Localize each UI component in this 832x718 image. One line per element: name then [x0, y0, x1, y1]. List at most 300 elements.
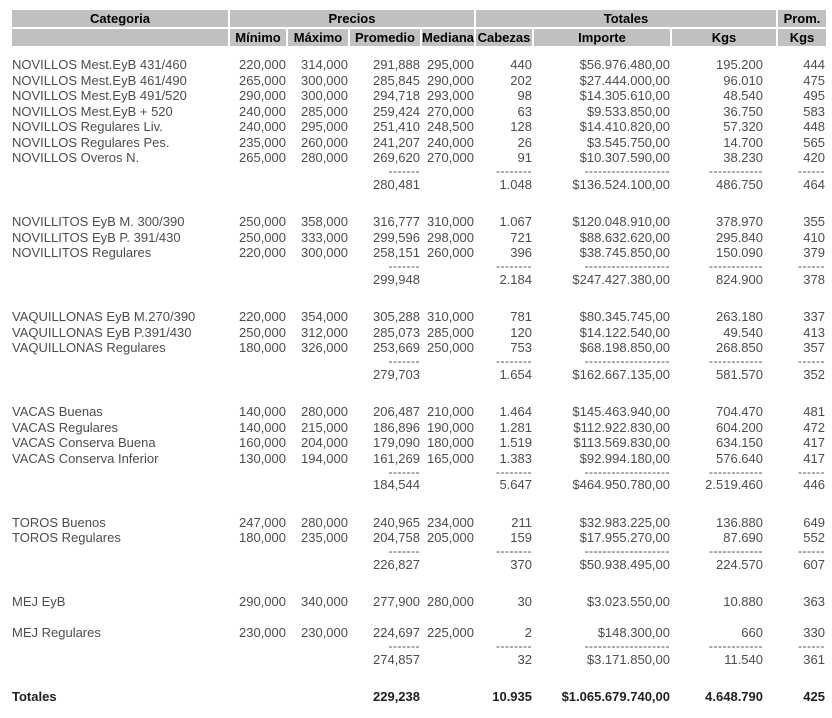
cabezas-cell: 202 — [510, 72, 532, 88]
categoria-cell: NOVILLOS Regulares Pes. — [12, 134, 170, 150]
spacer-row — [12, 610, 830, 626]
minimo-cell: 240,000 — [239, 119, 286, 134]
prom-kgs-cell: 363 — [803, 594, 825, 609]
cabezas-cell: 26 — [517, 134, 532, 150]
promedio-cell: ------- — [388, 259, 420, 273]
importe-cell: $38.745.850,00 — [579, 245, 670, 260]
kgs-cell: 576.640 — [716, 450, 763, 466]
prom-kgs-cell: 357 — [803, 340, 825, 355]
categoria-cell: NOVILLOS Regulares Liv. — [12, 119, 163, 134]
minimo-cell: 140,000 — [239, 404, 286, 419]
categoria-cell: MEJ Regulares — [12, 625, 101, 640]
prom-kgs-cell: 420 — [803, 150, 825, 165]
prom-kgs-cell: 337 — [803, 309, 825, 324]
importe-cell: $88.632.620,00 — [579, 229, 670, 245]
table-row — [12, 57, 830, 73]
promedio-cell: ------- — [388, 639, 420, 653]
promedio-cell: 274,857 — [373, 651, 420, 667]
kgs-cell: 195.200 — [716, 57, 763, 72]
cabezas-cell: 98 — [517, 88, 532, 103]
minimo-cell: 250,000 — [239, 229, 286, 245]
cabezas-cell: 1.519 — [499, 435, 532, 450]
promedio-cell: 269,620 — [373, 150, 420, 165]
importe-cell: $136.524.100,00 — [572, 176, 670, 192]
cabezas-cell: 159 — [510, 530, 532, 545]
importe-cell: $56.976.480,00 — [579, 57, 670, 72]
categoria-cell: Totales — [12, 689, 57, 704]
subtotal-row — [12, 557, 830, 573]
prom-kgs-cell: 417 — [803, 435, 825, 450]
prom-kgs-cell: 446 — [803, 477, 825, 492]
maximo-cell: 326,000 — [301, 340, 348, 355]
prom-kgs-cell: 410 — [803, 229, 825, 245]
minimo-cell: 290,000 — [239, 594, 286, 609]
promedio-cell: ------- — [388, 164, 420, 178]
header-maximo: Máximo — [288, 29, 348, 46]
minimo-cell: 140,000 — [239, 419, 286, 435]
prom-kgs-cell: 472 — [803, 419, 825, 435]
promedio-cell: 280,481 — [373, 176, 420, 192]
promedio-cell: 277,900 — [373, 594, 420, 609]
cabezas-cell: 781 — [510, 309, 532, 324]
separator-row — [12, 356, 830, 367]
cabezas-cell: -------- — [496, 259, 532, 273]
kgs-cell: 4.648.790 — [705, 689, 763, 704]
maximo-cell: 260,000 — [301, 134, 348, 150]
cabezas-cell: -------- — [496, 639, 532, 653]
categoria-cell: NOVILLITOS EyB M. 300/390 — [12, 214, 185, 229]
mediana-cell: 285,000 — [427, 324, 474, 340]
promedio-cell: 240,965 — [373, 514, 420, 530]
minimo-cell: 220,000 — [239, 309, 286, 324]
kgs-cell: 11.540 — [724, 651, 763, 667]
minimo-cell: 130,000 — [239, 450, 286, 466]
minimo-cell: 220,000 — [239, 57, 286, 72]
importe-cell: $50.938.495,00 — [579, 556, 670, 572]
cabezas-cell: -------- — [496, 164, 532, 178]
minimo-cell: 180,000 — [239, 340, 286, 355]
prom-kgs-cell: 352 — [803, 366, 825, 382]
minimo-cell: 230,000 — [239, 625, 286, 640]
categoria-cell: NOVILLOS Mest.EyB 491/520 — [12, 88, 187, 103]
table-row — [12, 135, 830, 151]
maximo-cell: 312,000 — [301, 324, 348, 340]
kgs-cell: 48.540 — [723, 88, 763, 103]
promedio-cell: 291,888 — [373, 57, 420, 72]
cabezas-cell: 440 — [510, 57, 532, 72]
promedio-cell: 279,703 — [373, 366, 420, 382]
kgs-cell: 268.850 — [716, 340, 763, 355]
mediana-cell: 165,000 — [427, 450, 474, 466]
table-row — [12, 230, 830, 246]
promedio-cell: 285,845 — [373, 72, 420, 88]
importe-cell: $464.950.780,00 — [572, 477, 670, 492]
table-row — [12, 88, 830, 104]
mediana-cell: 225,000 — [427, 625, 474, 640]
promedio-cell: 294,718 — [373, 88, 420, 103]
cabezas-cell: 10.935 — [492, 689, 532, 704]
table-row — [12, 73, 830, 89]
cabezas-cell: 370 — [510, 556, 532, 572]
mediana-cell: 295,000 — [427, 57, 474, 72]
importe-cell: ------------------- — [584, 259, 670, 273]
table-row — [12, 404, 830, 420]
header-categoria: Categoria — [12, 10, 228, 27]
mediana-cell: 280,000 — [427, 594, 474, 609]
prom-kgs-cell: ------ — [798, 354, 825, 368]
categoria-cell: NOVILLOS Overos N. — [12, 150, 140, 165]
maximo-cell: 230,000 — [301, 625, 348, 640]
minimo-cell: 250,000 — [239, 324, 286, 340]
minimo-cell: 160,000 — [239, 435, 286, 450]
spacer-row — [12, 192, 830, 214]
importe-cell: ------------------- — [584, 164, 670, 178]
kgs-cell: ------------ — [709, 464, 763, 479]
cabezas-cell: 1.281 — [499, 419, 532, 435]
mediana-cell: 298,000 — [427, 229, 474, 245]
maximo-cell: 235,000 — [301, 530, 348, 545]
mediana-cell: 270,000 — [427, 150, 474, 165]
prom-kgs-cell: 607 — [803, 556, 825, 572]
promedio-cell: 224,697 — [373, 625, 420, 640]
prom-kgs-cell: 552 — [803, 530, 825, 545]
promedio-cell: 285,073 — [373, 324, 420, 340]
kgs-cell: 604.200 — [716, 419, 763, 435]
maximo-cell: 194,000 — [301, 450, 348, 466]
cabezas-cell: 2.184 — [499, 271, 532, 287]
cabezas-cell: 120 — [510, 324, 532, 340]
prom-kgs-cell: 413 — [803, 324, 825, 340]
prom-kgs-cell: 475 — [803, 72, 825, 88]
table-row — [12, 515, 830, 531]
prom-kgs-cell: 495 — [803, 88, 825, 103]
kgs-cell: 660 — [741, 625, 763, 640]
maximo-cell: 280,000 — [301, 404, 348, 419]
promedio-cell: 305,288 — [373, 309, 420, 324]
table-row — [12, 119, 830, 135]
header-prom-kgs: Kgs — [778, 29, 826, 46]
prom-kgs-cell: 379 — [803, 245, 825, 260]
mediana-cell: 234,000 — [427, 514, 474, 530]
mediana-cell: 250,000 — [427, 340, 474, 355]
kgs-cell: ------------ — [709, 164, 763, 178]
mediana-cell: 180,000 — [427, 435, 474, 450]
kgs-cell: 49.540 — [723, 324, 763, 340]
cabezas-cell: 1.048 — [499, 176, 532, 192]
cabezas-cell: -------- — [496, 544, 532, 558]
cabezas-cell: 63 — [517, 103, 532, 119]
maximo-cell: 280,000 — [301, 150, 348, 165]
importe-cell: $3.023.550,00 — [586, 594, 670, 609]
cabezas-cell: 128 — [510, 119, 532, 134]
cabezas-cell: -------- — [496, 354, 532, 368]
importe-cell: $162.667.135,00 — [572, 366, 670, 382]
spacer-row — [12, 572, 830, 594]
promedio-cell: 299,596 — [373, 229, 420, 245]
categoria-cell: NOVILLOS Mest.EyB 431/460 — [12, 57, 187, 72]
kgs-cell: ------------ — [709, 639, 763, 653]
prom-kgs-cell: 481 — [803, 404, 825, 419]
kgs-cell: 295.840 — [716, 229, 763, 245]
minimo-cell: 250,000 — [239, 214, 286, 229]
cabezas-cell: 1.464 — [499, 404, 532, 419]
separator-row — [12, 641, 830, 652]
minimo-cell: 220,000 — [239, 245, 286, 260]
importe-cell: $92.994.180,00 — [579, 450, 670, 466]
separator-row — [12, 546, 830, 557]
header-precios-group: Precios — [230, 10, 474, 27]
promedio-cell: 251,410 — [373, 119, 420, 134]
importe-cell: $14.122.540,00 — [579, 324, 670, 340]
maximo-cell: 300,000 — [301, 88, 348, 103]
maximo-cell: 314,000 — [301, 57, 348, 72]
header-cabezas: Cabezas — [477, 30, 531, 45]
maximo-cell: 354,000 — [301, 309, 348, 324]
kgs-cell: 2.519.460 — [705, 477, 763, 492]
spacer-row — [12, 382, 830, 404]
maximo-cell: 204,000 — [301, 435, 348, 450]
promedio-cell: 241,207 — [373, 134, 420, 150]
categoria-cell: NOVILLITOS EyB P. 391/430 — [12, 229, 181, 245]
table-row — [12, 150, 830, 166]
categoria-cell: VAQUILLONAS Regulares — [12, 340, 166, 355]
maximo-cell: 295,000 — [301, 119, 348, 134]
subtotal-row — [12, 177, 830, 193]
categoria-cell: TOROS Buenos — [12, 514, 106, 530]
importe-cell: ------------------- — [584, 639, 670, 653]
mediana-cell: 240,000 — [427, 134, 474, 150]
subtotal-row — [12, 652, 830, 668]
header-categoria-blank — [12, 29, 228, 46]
table-row — [12, 325, 830, 341]
categoria-cell: VACAS Regulares — [12, 419, 118, 435]
table-row — [12, 420, 830, 436]
mediana-cell: 310,000 — [427, 309, 474, 324]
minimo-cell: 265,000 — [239, 150, 286, 165]
table-row — [12, 340, 830, 356]
prom-kgs-cell: 378 — [803, 271, 825, 287]
prom-kgs-cell: 417 — [803, 450, 825, 466]
promedio-cell: ------- — [388, 544, 420, 558]
promedio-cell: 258,151 — [373, 245, 420, 260]
kgs-cell: ------------ — [709, 544, 763, 558]
cabezas-cell: 721 — [510, 229, 532, 245]
minimo-cell: 180,000 — [239, 530, 286, 545]
kgs-cell: 36.750 — [723, 103, 763, 119]
subtotal-row — [12, 477, 830, 493]
categoria-cell: NOVILLOS Mest.EyB + 520 — [12, 103, 173, 119]
prom-kgs-cell: 361 — [803, 651, 825, 667]
minimo-cell: 265,000 — [239, 72, 286, 88]
promedio-cell: 299,948 — [373, 271, 420, 287]
prom-kgs-cell: 330 — [803, 625, 825, 640]
prom-kgs-cell: ------ — [798, 259, 825, 273]
prom-kgs-cell: 464 — [803, 176, 825, 192]
cabezas-cell: 2 — [524, 625, 532, 640]
kgs-cell: 87.690 — [723, 530, 763, 545]
kgs-cell: 14.700 — [723, 134, 763, 150]
promedio-cell: 161,269 — [373, 450, 420, 466]
maximo-cell: 285,000 — [301, 103, 348, 119]
promedio-cell: 316,777 — [373, 214, 420, 229]
prom-kgs-cell: ------ — [798, 639, 825, 653]
importe-cell: $9.533.850,00 — [586, 103, 670, 119]
categoria-cell: VAQUILLONAS EyB M.270/390 — [12, 309, 196, 324]
header-promedio: Promedio — [350, 29, 420, 46]
importe-cell: $68.198.850,00 — [579, 340, 670, 355]
kgs-cell: 224.570 — [716, 556, 763, 572]
promedio-cell: 186,896 — [373, 419, 420, 435]
cabezas-cell: 211 — [511, 514, 532, 530]
mediana-cell: 248,500 — [427, 119, 474, 134]
header-columns-row — [12, 29, 830, 46]
importe-cell: $27.444.000,00 — [579, 72, 670, 88]
table-row — [12, 245, 830, 261]
kgs-cell: 57.320 — [723, 119, 763, 134]
table-row — [12, 435, 830, 451]
maximo-cell: 280,000 — [301, 514, 348, 530]
kgs-cell: 96.010 — [723, 72, 763, 88]
kgs-cell: 38.230 — [723, 150, 763, 165]
cabezas-cell: 753 — [510, 340, 532, 355]
cabezas-cell: 1.654 — [499, 366, 532, 382]
kgs-cell: 263.180 — [716, 309, 763, 324]
prom-kgs-cell: 444 — [803, 57, 825, 72]
header-prom-group: Prom. — [778, 10, 826, 27]
mediana-cell: 190,000 — [427, 419, 474, 435]
promedio-cell: 206,487 — [373, 404, 420, 419]
spacer-row — [12, 667, 830, 689]
cabezas-cell: 1.067 — [499, 214, 532, 229]
kgs-cell: ------------ — [709, 259, 763, 273]
categoria-cell: TOROS Regulares — [12, 530, 121, 545]
kgs-cell: 486.750 — [716, 176, 763, 192]
minimo-cell: 290,000 — [239, 88, 286, 103]
separator-row — [12, 466, 830, 477]
cabezas-cell: 1.383 — [499, 450, 532, 466]
importe-cell: $112.922.830,00 — [573, 419, 670, 435]
importe-cell: $1.065.679.740,00 — [561, 689, 670, 704]
subtotal-row — [12, 272, 830, 288]
importe-cell: $17.955.270,00 — [579, 530, 670, 545]
kgs-cell: 704.470 — [716, 404, 763, 419]
maximo-cell: 300,000 — [301, 72, 348, 88]
kgs-cell: 150.090 — [716, 245, 763, 260]
header-totales-group: Totales — [476, 10, 776, 27]
prom-kgs-cell: 565 — [803, 134, 825, 150]
table-row — [12, 104, 830, 120]
mediana-cell: 310,000 — [427, 214, 474, 229]
mediana-cell: 260,000 — [427, 245, 474, 260]
importe-cell: $148.300,00 — [597, 625, 670, 640]
kgs-cell: 581.570 — [716, 366, 763, 382]
importe-cell: $80.345.745,00 — [579, 309, 670, 324]
kgs-cell: 634.150 — [716, 435, 763, 450]
importe-cell: $145.463.940,00 — [572, 404, 670, 419]
maximo-cell: 333,000 — [301, 229, 348, 245]
minimo-cell: 240,000 — [239, 103, 286, 119]
categoria-cell: VACAS Buenas — [12, 404, 103, 419]
importe-cell: $247.427.380,00 — [572, 271, 670, 287]
table-row — [12, 530, 830, 546]
mediana-cell: 270,000 — [427, 103, 474, 119]
categoria-cell: NOVILLOS Mest.EyB 461/490 — [12, 72, 187, 88]
importe-cell: $32.983.225,00 — [579, 514, 670, 530]
categoria-cell: MEJ EyB — [12, 594, 66, 609]
table-row — [12, 451, 830, 467]
categoria-cell: VACAS Conserva Inferior — [12, 450, 159, 466]
cabezas-cell: 91 — [517, 150, 532, 165]
kgs-cell: 824.900 — [716, 271, 763, 287]
prom-kgs-cell: 448 — [803, 119, 825, 134]
cabezas-cell: 5.647 — [499, 477, 532, 492]
importe-cell: ------------------- — [584, 464, 670, 479]
promedio-cell: 253,669 — [373, 340, 420, 355]
promedio-cell: 259,424 — [373, 103, 420, 119]
promedio-cell: 229,238 — [373, 689, 420, 704]
header-mediana: Mediana — [422, 30, 474, 45]
importe-cell: $3.545.750,00 — [586, 134, 670, 150]
cabezas-cell: -------- — [496, 464, 532, 479]
importe-cell: ------------------- — [584, 354, 670, 368]
spacer-row — [12, 493, 830, 515]
header-group-row — [12, 10, 830, 27]
table-row — [12, 625, 830, 641]
prom-kgs-cell: ------ — [798, 164, 825, 178]
header-minimo: Mínimo — [230, 29, 286, 46]
importe-cell: $120.048.910,00 — [572, 214, 670, 229]
promedio-cell: ------- — [388, 354, 420, 368]
maximo-cell: 215,000 — [301, 419, 348, 435]
prom-kgs-cell: 583 — [803, 103, 825, 119]
importe-cell: $113.569.830,00 — [573, 435, 670, 450]
importe-cell: $14.410.820,00 — [579, 119, 670, 134]
categoria-cell: NOVILLITOS Regulares — [12, 245, 152, 260]
maximo-cell: 340,000 — [301, 594, 348, 609]
table-row — [12, 594, 830, 610]
promedio-cell: 204,758 — [373, 530, 420, 545]
mediana-cell: 205,000 — [427, 530, 474, 545]
spacer-row — [12, 287, 830, 309]
prom-kgs-cell: 425 — [803, 689, 825, 704]
promedio-cell: 184,544 — [373, 477, 420, 492]
cabezas-cell: 30 — [517, 594, 532, 609]
promedio-cell: 226,827 — [373, 556, 420, 572]
kgs-cell: ------------ — [709, 354, 763, 368]
categoria-cell: VAQUILLONAS EyB P.391/430 — [12, 324, 192, 340]
prom-kgs-cell: 355 — [803, 214, 825, 229]
mediana-cell: 293,000 — [427, 88, 474, 103]
table-row — [12, 309, 830, 325]
prom-kgs-cell: ------ — [798, 544, 825, 558]
categoria-cell: VACAS Conserva Buena — [12, 435, 156, 450]
mediana-cell: 210,000 — [427, 404, 474, 419]
prom-kgs-cell: 649 — [803, 514, 825, 530]
cabezas-cell: 32 — [517, 651, 532, 667]
kgs-cell: 136.880 — [716, 514, 763, 530]
minimo-cell: 235,000 — [239, 134, 286, 150]
separator-row — [12, 166, 830, 177]
separator-row — [12, 261, 830, 272]
cabezas-cell: 396 — [510, 245, 532, 260]
header-kgs: Kgs — [672, 29, 776, 46]
mediana-cell: 290,000 — [427, 72, 474, 88]
importe-cell: $3.171.850,00 — [586, 651, 670, 667]
prom-kgs-cell: ------ — [798, 464, 825, 479]
minimo-cell: 247,000 — [239, 514, 286, 530]
grand-total-row — [12, 689, 830, 705]
header-importe: Importe — [534, 29, 670, 46]
